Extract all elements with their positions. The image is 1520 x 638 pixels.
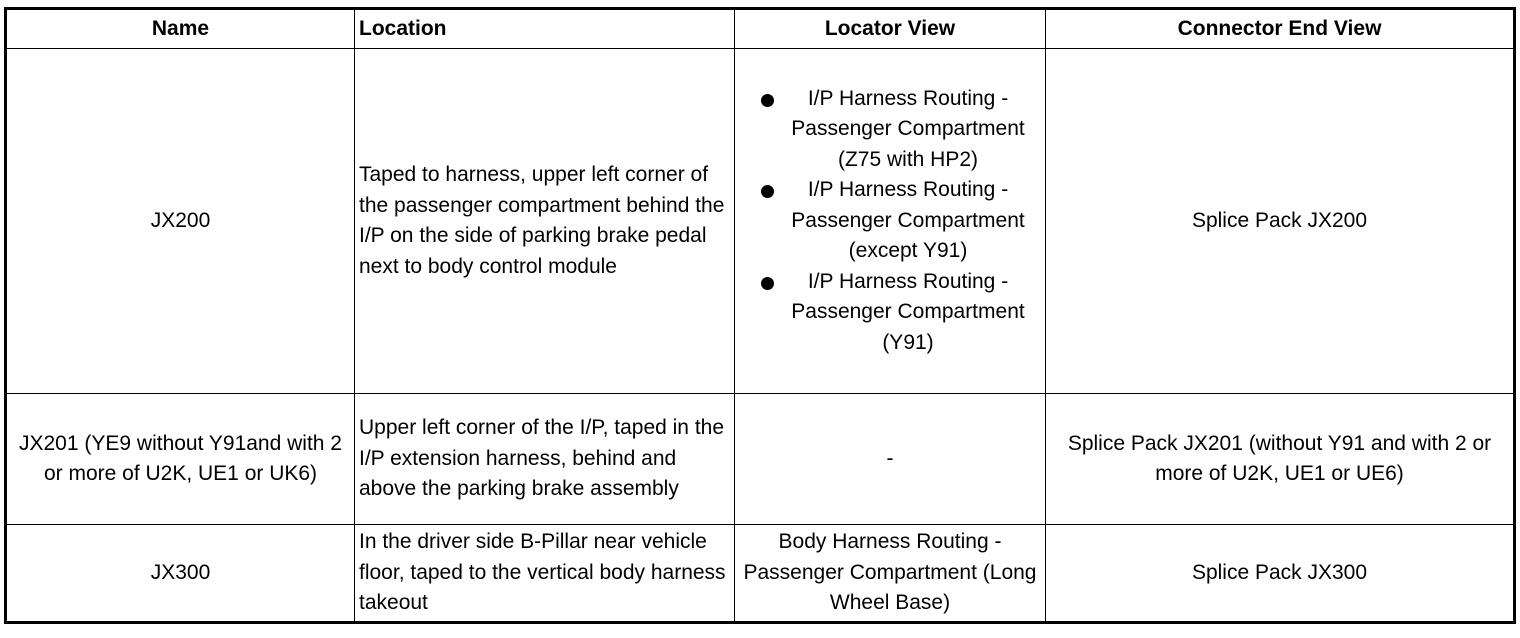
cell-locator-view xyxy=(735,49,1046,394)
bullet-icon xyxy=(761,94,774,107)
cell-name: JX201 (YE9 without Y91and with 2 or more of U2K, UE1 or UK6) xyxy=(6,394,355,525)
cell-name: JX300 xyxy=(6,525,355,623)
cell-location: In the driver side B-Pillar near vehicle floor, taped to the vertical body harness takeout xyxy=(355,525,735,623)
list-item xyxy=(739,175,1041,267)
cell-location: Taped to harness, upper left corner of the passenger compartment behind the I/P on the side of parking brake pedal next to body control module xyxy=(355,49,735,394)
header-connector-end-view: Connector End View xyxy=(1046,9,1515,49)
cell-connector-end-view: Splice Pack JX200 xyxy=(1046,49,1515,394)
bullet-icon xyxy=(761,185,774,198)
cell-locator-view: - xyxy=(735,394,1046,525)
cell-connector-end-view: Splice Pack JX300 xyxy=(1046,525,1515,623)
cell-name: JX200 xyxy=(6,49,355,394)
bullet-icon xyxy=(761,277,774,290)
header-locator-view: Locator View xyxy=(735,9,1046,49)
locator-view-list xyxy=(739,84,1041,359)
cell-locator-view: Body Harness Routing - Passenger Compartment (Long Wheel Base) xyxy=(735,525,1046,623)
header-location: Location xyxy=(355,9,735,49)
locator-view-item: I/P Harness Routing - Passenger Compartment (Z75 with HP2) xyxy=(791,86,1025,171)
list-item xyxy=(739,84,1041,176)
list-item xyxy=(739,267,1041,359)
table-row xyxy=(6,49,1515,394)
locator-view-item: I/P Harness Routing - Passenger Compartment (except Y91) xyxy=(791,178,1025,263)
locator-view-item: I/P Harness Routing - Passenger Compartment (Y91) xyxy=(791,269,1025,354)
cell-location: Upper left corner of the I/P, taped in the I/P extension harness, behind and above the parking brake assembly xyxy=(355,394,735,525)
cell-connector-end-view: Splice Pack JX201 (without Y91 and with 2 or more of U2K, UE1 or UE6) xyxy=(1046,394,1515,525)
table-row xyxy=(6,394,1515,525)
connector-table xyxy=(4,7,1516,624)
header-row xyxy=(6,9,1515,49)
table-row xyxy=(6,525,1515,623)
header-name: Name xyxy=(6,9,355,49)
